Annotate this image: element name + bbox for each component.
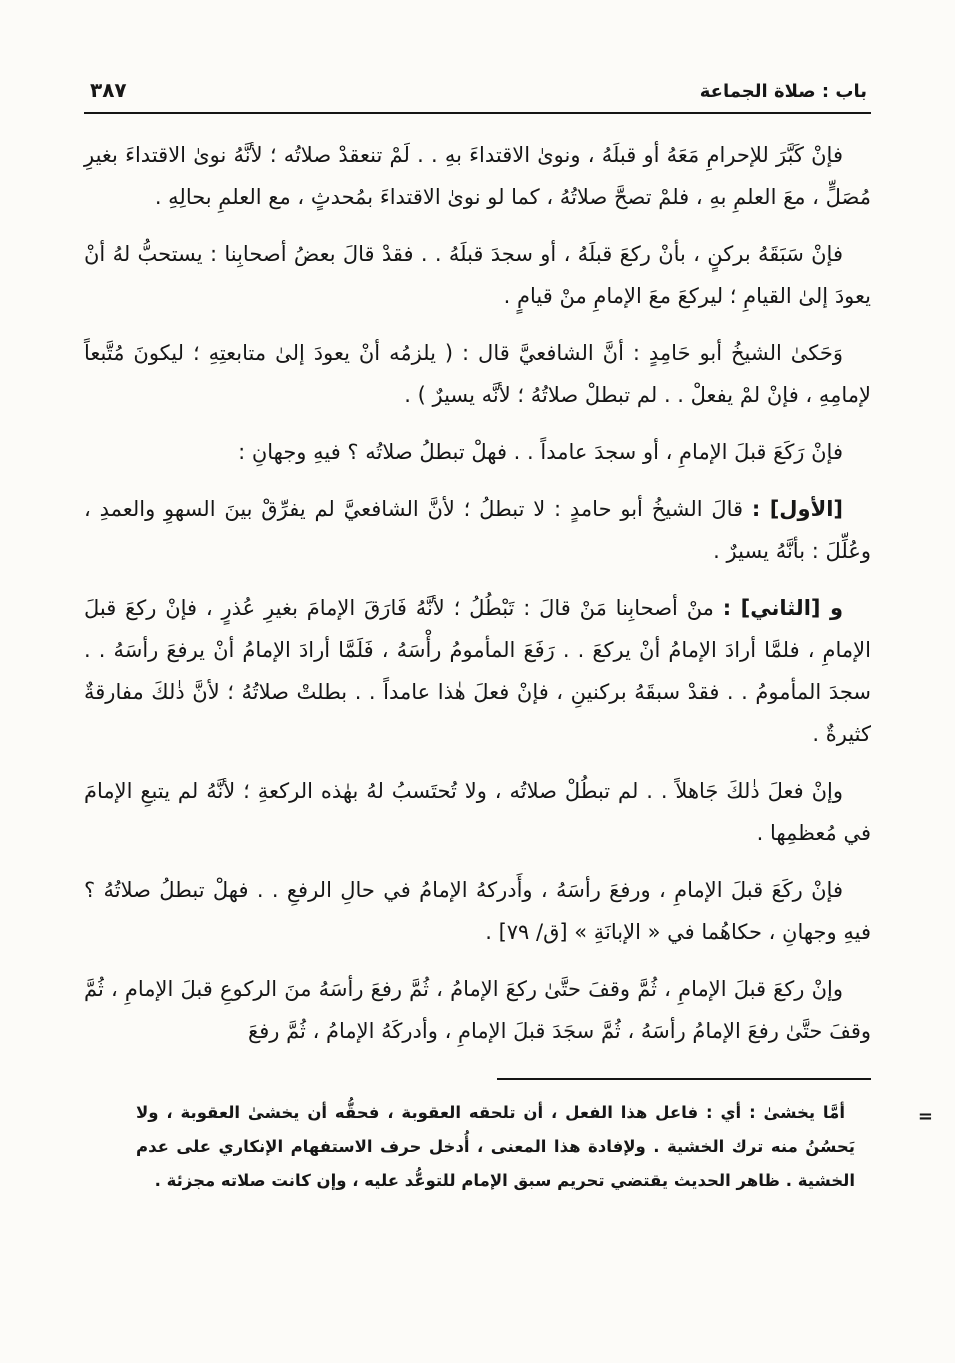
paragraph-8 [84, 869, 871, 953]
paragraph-5 [84, 488, 871, 572]
page-number: ٣٨٧ [90, 78, 127, 102]
paragraph-3 [84, 332, 871, 416]
page-header [84, 78, 871, 102]
paragraph-text: فإنْ ركَعَ قبلَ الإمامِ ، ورفعَ رأسَهُ ، وأَدركهُ الإمامُ في حالِ الرفعِ . . فهلْ تبطلُ صلاتُهُ ؟ فيهِ وجهانِ ، حكاهُما في « الإبانَةِ » [ق/ ٧٩] . [84, 878, 871, 944]
paragraph-text: فإنْ سَبَقَهُ بركنٍ ، بأنْ ركعَ قبلَهُ ، أو سجدَ قبلَهُ . . فقدْ قالَ بعضُ أصحابِنا : يستحبُّ لهُ أنْ يعودَ إلىٰ القيامِ ؛ ليركعَ معَ الإمامِ منْ قيامٍ . [84, 242, 871, 308]
paragraph-text: فإنْ كَبَّرَ للإحرامِ مَعَهُ أو قبلَهُ ، ونوىٰ الاقتداءَ بهِ . . لَمْ تنعقدْ صلاتُه ؛ لأنَّهُ نوىٰ الاقتداءَ بغيرِ مُصَلٍّ ، معَ العلمِ بهِ ، فلمْ تصحَّ صلاتُهُ ، كما لو نوىٰ الاقتداءَ بمُحدثٍ ، مع العلمِ بحالِهِ . [84, 143, 871, 209]
chapter-title: باب : صلاة الجماعة [699, 81, 867, 102]
paragraph-text: وإنْ ركعَ قبلَ الإمامِ ، ثُمَّ وقفَ حتَّىٰ ركعَ الإمامُ ، ثُمَّ رفعَ رأسَهُ منَ الركوعِ قبلَ الإمامِ ، ثُمَّ وقفَ حتَّىٰ رفعَ الإمامُ رأسَهُ ، ثُمَّ سجَدَ قبلَ الإمامِ ، وأدركَهُ الإمامُ ، ثُمَّ رفعَ [84, 977, 871, 1043]
footnote-continuation-mark: = [917, 1106, 933, 1127]
paragraph-lead: و [الثاني] : [722, 596, 843, 620]
paragraph-2 [84, 233, 871, 317]
paragraph-lead: [الأول] : [751, 497, 843, 521]
footnote-text: أي : فاعل هذا الفعل ، أن تلحقه العقوبة ، فحقُّه أن يخشىٰ العقوبة ، ولا يَحسُنُ منه ترك الخشية . ولإفادة هذا المعنى ، أُدخل حرف الاستفهام الإنكاري على عدم الخشية . ظاهر الحديث يقتضي تحريم سبق الإمام للتوعُّد عليه ، وإن كانت صلاته مجزئة . [136, 1103, 855, 1190]
footnote-paragraph [136, 1096, 855, 1197]
header-rule [84, 112, 871, 114]
paragraph-text: وإنْ فعلَ ذٰلكَ جَاهلاً . . لم تبطُلْ صلاتُه ، ولا تُحتَسبُ لهُ بهٰذه الركعةِ ؛ لأنَّهُ لم يتبعِ الإمامَ في مُعظمِها . [84, 779, 871, 845]
paragraph-6 [84, 587, 871, 755]
paragraph-text: فإنْ رَكَعَ قبلَ الإمامِ ، أو سجدَ عامداً . . فهلْ تبطلُ صلاتُه ؟ فيهِ وجهانِ : [238, 440, 843, 464]
paragraph-9 [84, 968, 871, 1052]
paragraph-7 [84, 770, 871, 854]
paragraph-1 [84, 134, 871, 218]
paragraph-text: وَحَكىٰ الشيخُ أبو حَامِدٍ : أنَّ الشافعيَّ قال : ( يلزمُه أنْ يعودَ إلىٰ متابعتِهِ ؛ ليكونَ مُتَّبعاً لإمامِهِ ، فإنْ لمْ يفعلْ . . لم تبطلْ صلاتُهُ ؛ لأنَّه يسيرٌ ) . [84, 341, 871, 407]
footnote-separator [497, 1078, 871, 1080]
body-text [84, 134, 871, 1052]
paragraph-4 [84, 431, 871, 473]
paragraph-text: قالَ الشيخُ أبو حامدٍ : لا تبطلُ ؛ لأنَّ الشافعيَّ لم يفرِّقْ بينَ السهوِ والعمدِ ، وعُلِّلَ : بأنَّهُ يسيرٌ . [84, 497, 871, 563]
footnote-lead: أمَّا يخشىٰ : [749, 1103, 845, 1122]
footnote [84, 1096, 933, 1197]
paragraph-text: منْ أصحابِنا مَنْ قالَ : تَبْطُلُ ؛ لأنَّهُ فَارَقَ الإمامَ بغيرِ عُذرٍ ، فإنْ ركعَ قبلَ الإمامِ ، فلمَّا أرادَ الإمامُ أنْ يركعَ . . رَفَعَ المأمومُ رأْسَهُ ، فَلَمَّا أرادَ الإمامُ أنْ يرفعَ رأسَهُ . . سجدَ المأمومُ . . فقدْ سبقَهُ بركنينِ ، فإنْ فعلَ هٰذا عامداً . . بطلتْ صلاتُهُ ؛ لأنَّ ذٰلكَ مفارقةٌ كثيرةٌ . [84, 596, 871, 746]
